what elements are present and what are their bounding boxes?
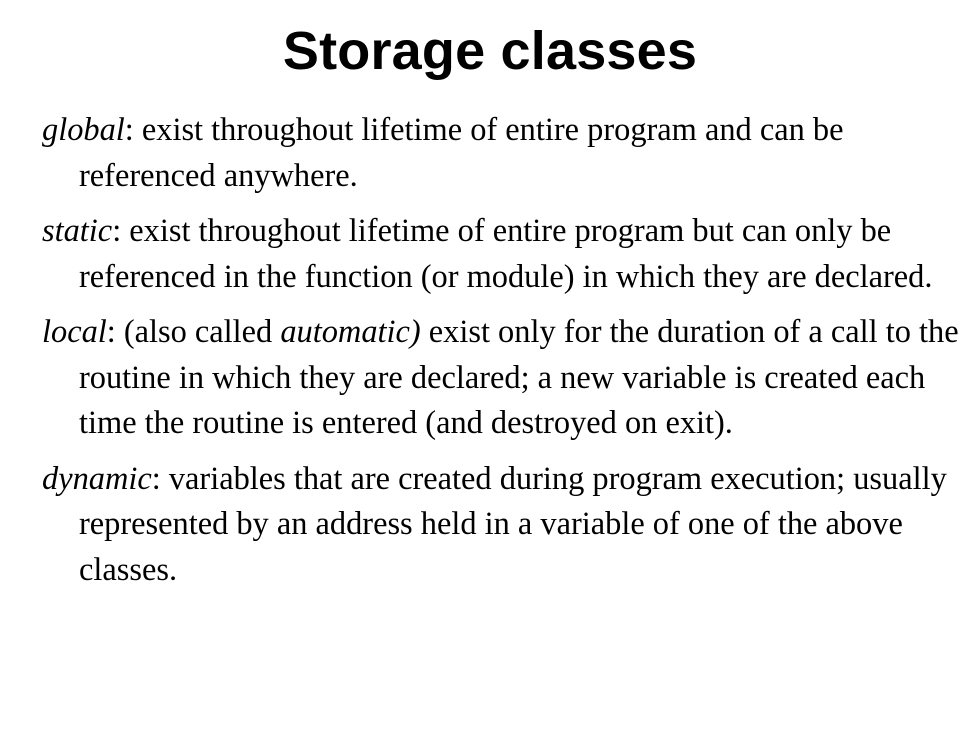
- definition-global: : exist throughout lifetime of entire program and can be referenced anywhere.: [79, 112, 844, 194]
- list-item-local: [42, 310, 972, 447]
- term-local: local: [42, 314, 107, 350]
- term-global: global: [42, 112, 125, 148]
- list-item-dynamic: [42, 457, 972, 594]
- term-static: static: [42, 213, 113, 249]
- slide-title: Storage classes: [282, 21, 698, 81]
- definition-static: : exist throughout lifetime of entire program but can only be referenced in the function (or module) in which they are declared.: [79, 213, 933, 295]
- term-automatic: automatic): [280, 314, 421, 350]
- term-dynamic: dynamic: [42, 460, 152, 497]
- list-item-global: [42, 108, 972, 199]
- slide-body: [42, 108, 972, 603]
- definition-dynamic: : variables that are created during program execution; usually represented by an address held in a variable of one of the above classes.: [79, 460, 947, 588]
- definition-local-prefix: : (also called: [106, 314, 281, 350]
- definition-local: exist only for the duration of a call to the routine in which they are declared; a new variable is created each time the routine is entered (and destroyed on exit).: [79, 314, 959, 441]
- list-item-static: [42, 209, 972, 300]
